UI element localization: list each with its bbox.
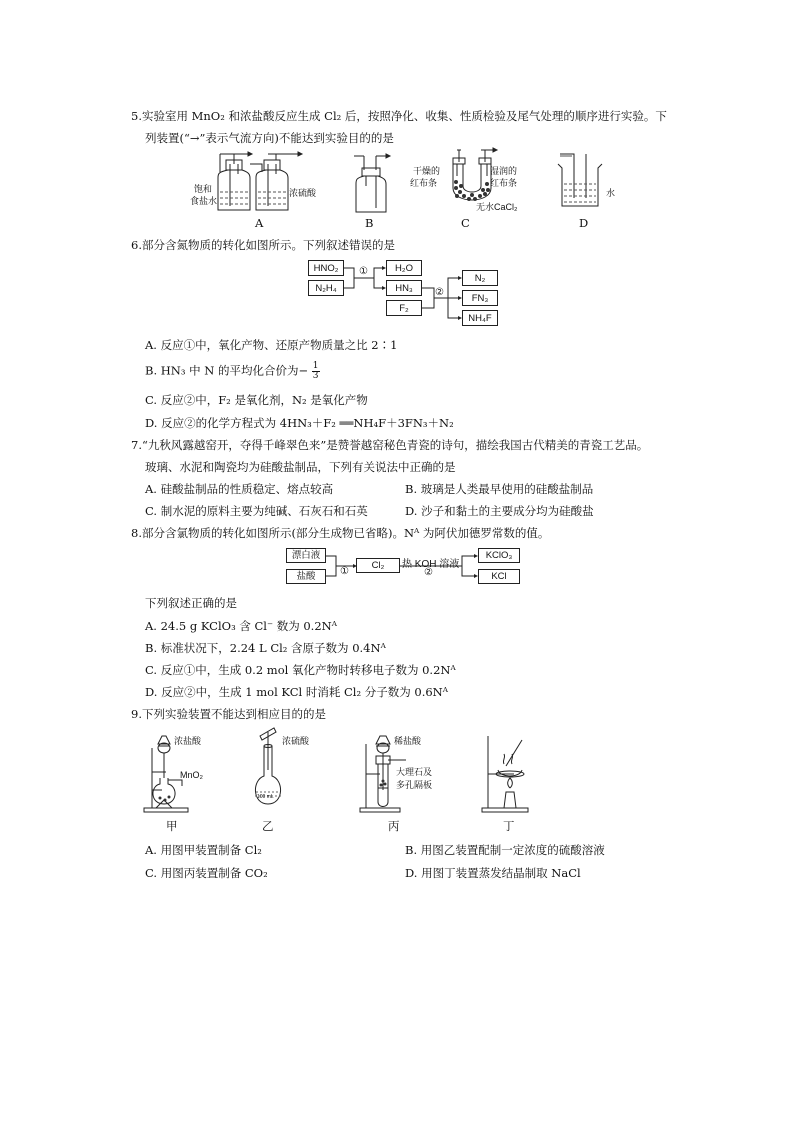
q8-arrow-label: 热 KOH 溶液 <box>402 559 460 570</box>
label-marble: 大理石及 <box>396 767 433 777</box>
q7-stem-line1: 7.“九秋风露越窑开，夺得千峰翠色来”是赞誉越窑秘色青瓷的诗句，描绘我国古代精美的青瓷工艺品。 <box>131 438 649 452</box>
q8-option-d: D. 反应②中，生成 1 mol KCl 时消耗 Cl₂ 分子数为 0.6Nᴬ <box>145 685 448 699</box>
label-conc-h2so4: 浓硫酸 <box>289 188 317 198</box>
q8-option-b: B. 标准状况下，2.24 L Cl₂ 含原子数为 0.4Nᴬ <box>145 641 386 655</box>
q7-option-b: B. 玻璃是人类最早使用的硅酸盐制品 <box>405 482 594 496</box>
q7-option-c: C. 制水泥的原料主要为纯碱、石灰石和石英 <box>145 504 368 518</box>
q8-sub-stem: 下列叙述正确的是 <box>145 596 237 610</box>
q6-option-c: C. 反应②中，F₂ 是氧化剂，N₂ 是氧化产物 <box>145 393 368 407</box>
q7-option-d: D. 沙子和黏土的主要成分均为硅酸盐 <box>405 504 594 518</box>
label-flask-volume: 100 mL <box>257 794 274 800</box>
q6-option-b <box>145 362 320 381</box>
label-water: 水 <box>606 188 616 198</box>
q8-stem: 8.部分含氯物质的转化如图所示(部分生成物已省略)。Nᴬ 为阿伏加德罗常数的值。 <box>131 526 550 540</box>
box-hcl: 盐酸 <box>286 569 326 584</box>
label-conc-hcl: 浓盐酸 <box>174 736 202 746</box>
reaction-1-mark: ① <box>359 266 368 277</box>
label-dilute-hcl: 稀盐酸 <box>394 736 422 746</box>
box-hn3: HN₃ <box>386 280 422 296</box>
q9-option-d: D. 用图丁装置蒸发结晶制取 NaCl <box>405 866 581 880</box>
box-cl2: Cl₂ <box>356 558 400 573</box>
q9-option-b: B. 用图乙装置配制一定浓度的硫酸溶液 <box>405 843 605 857</box>
label-dry: 干燥的 <box>413 166 441 176</box>
option-a-label: A <box>255 216 264 230</box>
label-conc-h2so4-q9: 浓硫酸 <box>282 736 310 746</box>
box-kcl: KCl <box>478 569 520 584</box>
q5-stem-line2: 列装置(“→”表示气流方向)不能达到实验目的的是 <box>145 131 394 145</box>
caption-jia: 甲 <box>166 819 178 833</box>
q5-stem-line1: 5.实验室用 MnO₂ 和浓盐酸反应生成 Cl₂ 后，按照净化、收集、性质检验及尾气处理的顺序进行实验。下 <box>131 109 667 123</box>
q8-reaction-2-mark: ② <box>424 567 433 578</box>
box-n2h4: N₂H₄ <box>308 280 344 296</box>
reaction-2-mark: ② <box>435 287 444 298</box>
apparatus-ding <box>482 732 542 814</box>
q6-option-a: A. 反应①中，氧化产物、还原产物质量之比 2∶1 <box>145 338 398 352</box>
q7-option-a: A. 硅酸盐制品的性质稳定、熔点较高 <box>145 482 334 496</box>
q8-reaction-1-mark: ① <box>340 566 349 577</box>
box-n2: N₂ <box>462 270 498 286</box>
box-fn3: FN₃ <box>462 290 498 306</box>
caption-ding: 丁 <box>503 819 515 833</box>
apparatus-d-beaker <box>558 150 608 212</box>
q6-stem: 6.部分含氮物质的转化如图所示。下列叙述错误的是 <box>131 238 395 252</box>
apparatus-b-gas-bottle <box>352 150 392 220</box>
box-h2o: H₂O <box>386 260 422 276</box>
label-mno2: MnO₂ <box>180 770 203 780</box>
label-saturated: 饱和 <box>194 184 213 194</box>
q9-stem: 9.下列实验装置不能达到相应目的的是 <box>131 707 326 721</box>
box-f2: F₂ <box>386 300 422 316</box>
label-porous-plate: 多孔隔板 <box>396 780 433 790</box>
q6-option-b-text: B. HN₃ 中 N 的平均化合价为− <box>145 363 309 378</box>
option-d-label: D <box>579 216 589 230</box>
q9-option-c: C. 用图丙装置制备 CO₂ <box>145 866 268 880</box>
q6-option-d: D. 反应②的化学方程式为 4HN₃＋F₂ ══NH₄F＋3FN₃＋N₂ <box>145 416 454 430</box>
box-nh4f: NH₄F <box>462 310 498 326</box>
box-hno2: HNO₂ <box>308 260 344 276</box>
option-b-label: B <box>365 216 374 230</box>
label-red-cloth-left: 红布条 <box>410 178 438 188</box>
fraction-denominator: 3 <box>312 371 319 381</box>
option-c-label: C <box>461 216 470 230</box>
caption-yi: 乙 <box>262 819 274 833</box>
label-red-cloth-right: 红布条 <box>490 178 518 188</box>
box-kclo3: KClO₃ <box>478 548 520 563</box>
fraction-numerator: 1 <box>312 361 319 371</box>
q8-option-a: A. 24.5 g KClO₃ 含 Cl⁻ 数为 0.2Nᴬ <box>145 619 337 633</box>
box-bleach: 漂白液 <box>286 548 326 563</box>
q9-option-a: A. 用图甲装置制备 Cl₂ <box>145 843 262 857</box>
caption-bing: 丙 <box>388 819 400 833</box>
label-cacl2: 无水CaCl₂ <box>476 202 518 212</box>
fraction-one-third <box>312 362 320 381</box>
label-brine: 食盐水 <box>190 196 218 206</box>
q8-option-c: C. 反应①中，生成 0.2 mol 氧化产物时转移电子数为 0.2Nᴬ <box>145 663 456 677</box>
q7-stem-line2: 玻璃、水泥和陶瓷均为硅酸盐制品，下列有关说法中正确的是 <box>145 460 456 474</box>
label-wet: 湿润的 <box>490 166 518 176</box>
